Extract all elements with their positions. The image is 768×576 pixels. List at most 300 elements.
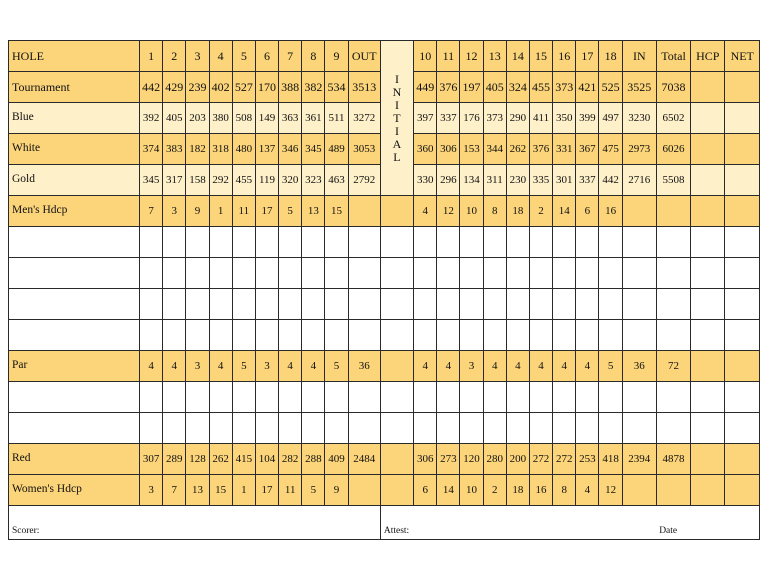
- score-cell[interactable]: [140, 227, 163, 258]
- score-cell[interactable]: [529, 320, 552, 351]
- hdcp-value: 17: [255, 196, 278, 227]
- hcp-cell[interactable]: [691, 72, 725, 103]
- red-value: 272: [553, 444, 576, 475]
- score-cell[interactable]: [691, 227, 725, 258]
- score-cell[interactable]: [186, 289, 209, 320]
- yardage-cell: 363: [279, 103, 302, 134]
- tee-label: Tournament: [9, 72, 140, 103]
- hdcp-value: 10: [460, 196, 483, 227]
- grand-total: 7038: [656, 72, 690, 103]
- score-cell[interactable]: [622, 382, 656, 413]
- score-cell[interactable]: [325, 227, 348, 258]
- score-cell[interactable]: [140, 413, 163, 444]
- par-value: 4: [437, 351, 460, 382]
- yardage-cell: 239: [186, 72, 209, 103]
- player-name-cell[interactable]: [9, 258, 140, 289]
- par-value: 4: [279, 351, 302, 382]
- score-cell[interactable]: [553, 413, 576, 444]
- score-cell[interactable]: [691, 289, 725, 320]
- yardage-cell: 455: [529, 72, 552, 103]
- score-cell[interactable]: [302, 289, 325, 320]
- score-cell[interactable]: [656, 258, 690, 289]
- score-cell[interactable]: [691, 320, 725, 351]
- yardage-cell: 508: [232, 103, 255, 134]
- net-cell[interactable]: [725, 72, 760, 103]
- score-cell[interactable]: [380, 413, 413, 444]
- tee-label: Gold: [9, 165, 140, 196]
- player-name-cell[interactable]: [9, 227, 140, 258]
- score-cell[interactable]: [302, 413, 325, 444]
- score-cell[interactable]: [437, 413, 460, 444]
- score-cell[interactable]: [656, 413, 690, 444]
- hole-number: 15: [529, 41, 552, 72]
- total-cell: [656, 475, 690, 506]
- score-cell[interactable]: [576, 382, 599, 413]
- score-cell[interactable]: [325, 382, 348, 413]
- score-cell[interactable]: [691, 258, 725, 289]
- score-cell[interactable]: [506, 320, 529, 351]
- score-cell[interactable]: [691, 413, 725, 444]
- yardage-cell: 511: [325, 103, 348, 134]
- score-cell[interactable]: [553, 320, 576, 351]
- yardage-cell: 182: [186, 134, 209, 165]
- yardage-cell: 345: [302, 134, 325, 165]
- red-value: 253: [576, 444, 599, 475]
- yardage-cell: 335: [529, 165, 552, 196]
- score-cell[interactable]: [622, 413, 656, 444]
- score-cell[interactable]: [437, 227, 460, 258]
- score-cell[interactable]: [209, 289, 232, 320]
- hole-number: 18: [599, 41, 622, 72]
- hole-number: 4: [209, 41, 232, 72]
- red-in: 2394: [622, 444, 656, 475]
- score-cell[interactable]: [209, 382, 232, 413]
- score-cell[interactable]: [232, 258, 255, 289]
- red-out: 2484: [348, 444, 380, 475]
- yardage-cell: 330: [414, 165, 437, 196]
- score-cell[interactable]: [209, 320, 232, 351]
- hdcp-value: 16: [599, 196, 622, 227]
- score-cell[interactable]: [348, 413, 380, 444]
- hdcp-value: 4: [576, 475, 599, 506]
- score-cell[interactable]: [414, 289, 437, 320]
- score-cell[interactable]: [186, 258, 209, 289]
- red-value: 282: [279, 444, 302, 475]
- score-cell[interactable]: [255, 320, 278, 351]
- score-cell[interactable]: [656, 320, 690, 351]
- score-cell[interactable]: [414, 382, 437, 413]
- score-cell[interactable]: [348, 320, 380, 351]
- score-cell[interactable]: [232, 320, 255, 351]
- score-cell[interactable]: [186, 320, 209, 351]
- score-cell[interactable]: [348, 289, 380, 320]
- score-cell[interactable]: [529, 413, 552, 444]
- score-cell[interactable]: [325, 258, 348, 289]
- score-cell[interactable]: [599, 413, 622, 444]
- score-cell[interactable]: [255, 227, 278, 258]
- player-name-cell[interactable]: [9, 320, 140, 351]
- player-name-cell[interactable]: [9, 413, 140, 444]
- score-cell[interactable]: [599, 382, 622, 413]
- hdcp-value: 12: [599, 475, 622, 506]
- initial-letter: I: [394, 123, 399, 138]
- score-cell[interactable]: [209, 258, 232, 289]
- yardage-cell: 230: [506, 165, 529, 196]
- score-cell[interactable]: [209, 227, 232, 258]
- score-cell[interactable]: [186, 227, 209, 258]
- score-cell[interactable]: [576, 227, 599, 258]
- score-cell[interactable]: [529, 289, 552, 320]
- yardage-cell: 392: [140, 103, 163, 134]
- score-cell[interactable]: [553, 227, 576, 258]
- score-cell[interactable]: [163, 320, 186, 351]
- scorecard-body: [9, 41, 760, 540]
- score-cell[interactable]: [576, 413, 599, 444]
- score-cell[interactable]: [725, 382, 760, 413]
- hdcp-value: 4: [414, 196, 437, 227]
- score-cell[interactable]: [414, 413, 437, 444]
- par-label: Par: [9, 351, 140, 382]
- scorer-field[interactable]: Scorer:: [9, 506, 381, 540]
- score-cell[interactable]: [506, 413, 529, 444]
- grand-total: 5508: [656, 165, 690, 196]
- hdcp-value: 2: [529, 196, 552, 227]
- initial-letter: I: [394, 97, 399, 112]
- score-cell[interactable]: [163, 258, 186, 289]
- par-value: 4: [553, 351, 576, 382]
- par-out: 36: [348, 351, 380, 382]
- par-value: 5: [232, 351, 255, 382]
- score-cell[interactable]: [302, 382, 325, 413]
- in-total: 2716: [622, 165, 656, 196]
- score-cell[interactable]: [553, 258, 576, 289]
- score-cell[interactable]: [302, 227, 325, 258]
- grand-total: 6502: [656, 103, 690, 134]
- hcp-cell[interactable]: [691, 475, 725, 506]
- initial-letter: L: [393, 149, 401, 164]
- yardage-cell: 317: [163, 165, 186, 196]
- score-cell[interactable]: [186, 382, 209, 413]
- score-cell[interactable]: [483, 413, 506, 444]
- score-cell[interactable]: [483, 289, 506, 320]
- yardage-cell: 292: [209, 165, 232, 196]
- hdcp-value: 12: [437, 196, 460, 227]
- yardage-cell: 337: [576, 165, 599, 196]
- in-total: 3230: [622, 103, 656, 134]
- par-in: 36: [622, 351, 656, 382]
- in-cell: [622, 196, 656, 227]
- score-cell[interactable]: [325, 413, 348, 444]
- score-cell[interactable]: [553, 289, 576, 320]
- out-total: 2792: [348, 165, 380, 196]
- red-value: 104: [255, 444, 278, 475]
- initial-cell: [380, 444, 413, 475]
- hole-number: 5: [232, 41, 255, 72]
- net-cell[interactable]: [725, 134, 760, 165]
- score-cell[interactable]: [483, 227, 506, 258]
- score-cell[interactable]: [279, 258, 302, 289]
- red-tee-row: [9, 444, 760, 475]
- grand-total: 6026: [656, 134, 690, 165]
- score-cell[interactable]: [325, 320, 348, 351]
- hdcp-value: 5: [302, 475, 325, 506]
- score-cell[interactable]: [656, 289, 690, 320]
- hole-number: 2: [163, 41, 186, 72]
- score-cell[interactable]: [725, 258, 760, 289]
- score-cell[interactable]: [414, 258, 437, 289]
- hdcp-label: Men's Hdcp: [9, 196, 140, 227]
- score-cell[interactable]: [380, 289, 413, 320]
- hole-number: 11: [437, 41, 460, 72]
- score-cell[interactable]: [483, 320, 506, 351]
- hcp-cell[interactable]: [691, 165, 725, 196]
- in-total: 2973: [622, 134, 656, 165]
- score-cell[interactable]: [255, 382, 278, 413]
- yardage-cell: 382: [302, 72, 325, 103]
- score-cell[interactable]: [553, 382, 576, 413]
- hcp-cell[interactable]: [691, 134, 725, 165]
- score-cell[interactable]: [414, 320, 437, 351]
- score-cell[interactable]: [437, 289, 460, 320]
- score-cell[interactable]: [163, 413, 186, 444]
- yardage-cell: 380: [209, 103, 232, 134]
- hdcp-value: 11: [279, 475, 302, 506]
- score-cell[interactable]: [279, 382, 302, 413]
- score-cell[interactable]: [163, 227, 186, 258]
- score-cell[interactable]: [140, 382, 163, 413]
- hdcp-value: 1: [232, 475, 255, 506]
- yardage-cell: 405: [483, 72, 506, 103]
- player-name-cell[interactable]: [9, 382, 140, 413]
- yardage-cell: 411: [529, 103, 552, 134]
- score-cell[interactable]: [437, 258, 460, 289]
- total-label: Total: [656, 41, 690, 72]
- score-cell[interactable]: [506, 382, 529, 413]
- score-cell[interactable]: [437, 320, 460, 351]
- score-cell[interactable]: [599, 258, 622, 289]
- score-cell[interactable]: [691, 382, 725, 413]
- score-cell[interactable]: [725, 320, 760, 351]
- score-cell[interactable]: [599, 320, 622, 351]
- hole-number: 16: [553, 41, 576, 72]
- score-cell[interactable]: [460, 413, 483, 444]
- red-value: 280: [483, 444, 506, 475]
- yardage-cell: 376: [529, 134, 552, 165]
- hdcp-value: 15: [325, 196, 348, 227]
- red-value: 289: [163, 444, 186, 475]
- yardage-cell: 534: [325, 72, 348, 103]
- score-cell[interactable]: [622, 320, 656, 351]
- out-total: 3272: [348, 103, 380, 134]
- par-value: 4: [576, 351, 599, 382]
- score-cell[interactable]: [483, 382, 506, 413]
- yardage-cell: 383: [163, 134, 186, 165]
- red-value: 128: [186, 444, 209, 475]
- score-cell[interactable]: [163, 289, 186, 320]
- par-value: 3: [255, 351, 278, 382]
- score-cell[interactable]: [140, 320, 163, 351]
- score-cell[interactable]: [325, 289, 348, 320]
- par-value: 4: [163, 351, 186, 382]
- score-cell[interactable]: [599, 289, 622, 320]
- score-cell[interactable]: [460, 258, 483, 289]
- net-cell[interactable]: [725, 103, 760, 134]
- net-cell[interactable]: [725, 165, 760, 196]
- yardage-cell: 311: [483, 165, 506, 196]
- yardage-cell: 373: [553, 72, 576, 103]
- net-cell[interactable]: [725, 475, 760, 506]
- net-cell[interactable]: [725, 351, 760, 382]
- score-cell[interactable]: [529, 258, 552, 289]
- score-cell[interactable]: [163, 382, 186, 413]
- yardage-cell: 360: [414, 134, 437, 165]
- red-value: 262: [209, 444, 232, 475]
- score-cell[interactable]: [483, 258, 506, 289]
- score-cell[interactable]: [140, 289, 163, 320]
- score-cell[interactable]: [255, 289, 278, 320]
- score-cell[interactable]: [348, 227, 380, 258]
- yardage-cell: 367: [576, 134, 599, 165]
- score-cell[interactable]: [622, 258, 656, 289]
- player-name-cell[interactable]: [9, 289, 140, 320]
- score-cell[interactable]: [140, 258, 163, 289]
- score-cell[interactable]: [576, 258, 599, 289]
- score-cell[interactable]: [622, 289, 656, 320]
- par-value: 5: [599, 351, 622, 382]
- score-cell[interactable]: [725, 227, 760, 258]
- yardage-cell: 306: [437, 134, 460, 165]
- yardage-cell: 331: [553, 134, 576, 165]
- score-cell[interactable]: [232, 382, 255, 413]
- score-cell[interactable]: [576, 289, 599, 320]
- par-value: 4: [140, 351, 163, 382]
- score-cell[interactable]: [725, 413, 760, 444]
- score-cell[interactable]: [255, 413, 278, 444]
- score-cell[interactable]: [255, 258, 278, 289]
- mens-hdcp-row: [9, 196, 760, 227]
- score-cell[interactable]: [380, 320, 413, 351]
- score-cell[interactable]: [279, 413, 302, 444]
- score-cell[interactable]: [529, 227, 552, 258]
- score-cell[interactable]: [460, 227, 483, 258]
- red-value: 288: [302, 444, 325, 475]
- yardage-cell: 344: [483, 134, 506, 165]
- score-cell[interactable]: [414, 227, 437, 258]
- yardage-cell: 442: [140, 72, 163, 103]
- hole-number: 13: [483, 41, 506, 72]
- score-cell[interactable]: [656, 227, 690, 258]
- score-cell[interactable]: [380, 227, 413, 258]
- net-cell[interactable]: [725, 196, 760, 227]
- score-cell[interactable]: [460, 320, 483, 351]
- score-cell[interactable]: [506, 258, 529, 289]
- par-value: 4: [529, 351, 552, 382]
- hdcp-value: 2: [483, 475, 506, 506]
- hdcp-value: 1: [209, 196, 232, 227]
- yardage-cell: 421: [576, 72, 599, 103]
- net-cell[interactable]: [725, 444, 760, 475]
- hdcp-value: 6: [576, 196, 599, 227]
- hole-number: 7: [279, 41, 302, 72]
- score-cell[interactable]: [506, 227, 529, 258]
- hcp-cell[interactable]: [691, 444, 725, 475]
- score-cell[interactable]: [576, 320, 599, 351]
- score-cell[interactable]: [279, 227, 302, 258]
- player-score-row: [9, 258, 760, 289]
- hdcp-value: 8: [553, 475, 576, 506]
- score-cell[interactable]: [348, 382, 380, 413]
- score-cell[interactable]: [460, 289, 483, 320]
- score-cell[interactable]: [380, 258, 413, 289]
- yardage-cell: 320: [279, 165, 302, 196]
- hdcp-value: 5: [279, 196, 302, 227]
- score-cell[interactable]: [279, 289, 302, 320]
- hdcp-value: 18: [506, 196, 529, 227]
- yardage-cell: 405: [163, 103, 186, 134]
- red-value: 415: [232, 444, 255, 475]
- score-cell[interactable]: [232, 227, 255, 258]
- out-total: 3053: [348, 134, 380, 165]
- in-cell: [622, 475, 656, 506]
- score-cell[interactable]: [529, 382, 552, 413]
- tee-label: Blue: [9, 103, 140, 134]
- score-cell[interactable]: [656, 382, 690, 413]
- hdcp-value: 15: [209, 475, 232, 506]
- yardage-cell: 489: [325, 134, 348, 165]
- in-label: IN: [622, 41, 656, 72]
- score-cell[interactable]: [348, 258, 380, 289]
- hole-number: 10: [414, 41, 437, 72]
- score-cell[interactable]: [380, 382, 413, 413]
- score-cell[interactable]: [209, 413, 232, 444]
- player-score-row: [9, 320, 760, 351]
- score-cell[interactable]: [460, 382, 483, 413]
- score-cell[interactable]: [725, 289, 760, 320]
- score-cell[interactable]: [232, 289, 255, 320]
- score-cell[interactable]: [599, 227, 622, 258]
- net-label: NET: [725, 41, 760, 72]
- yardage-cell: 153: [460, 134, 483, 165]
- hdcp-value: 17: [255, 475, 278, 506]
- yardage-cell: 149: [255, 103, 278, 134]
- scorecard-table: [8, 40, 760, 540]
- hole-number: 8: [302, 41, 325, 72]
- score-cell[interactable]: [622, 227, 656, 258]
- score-cell[interactable]: [279, 320, 302, 351]
- hdcp-value: 3: [140, 475, 163, 506]
- score-cell[interactable]: [506, 289, 529, 320]
- date-label: Date: [659, 525, 678, 536]
- yardage-cell: 455: [232, 165, 255, 196]
- hole-number: 14: [506, 41, 529, 72]
- initial-cell: [380, 475, 413, 506]
- hcp-cell[interactable]: [691, 351, 725, 382]
- hcp-cell[interactable]: [691, 196, 725, 227]
- par-total: 72: [656, 351, 690, 382]
- score-cell[interactable]: [302, 258, 325, 289]
- score-cell[interactable]: [186, 413, 209, 444]
- yardage-cell: 480: [232, 134, 255, 165]
- score-cell[interactable]: [232, 413, 255, 444]
- hdcp-value: 8: [483, 196, 506, 227]
- yardage-cell: 203: [186, 103, 209, 134]
- hcp-cell[interactable]: [691, 103, 725, 134]
- hdcp-value: 9: [186, 196, 209, 227]
- attest-field[interactable]: [380, 506, 759, 540]
- signature-row: [9, 506, 760, 540]
- score-cell[interactable]: [302, 320, 325, 351]
- score-cell[interactable]: [437, 382, 460, 413]
